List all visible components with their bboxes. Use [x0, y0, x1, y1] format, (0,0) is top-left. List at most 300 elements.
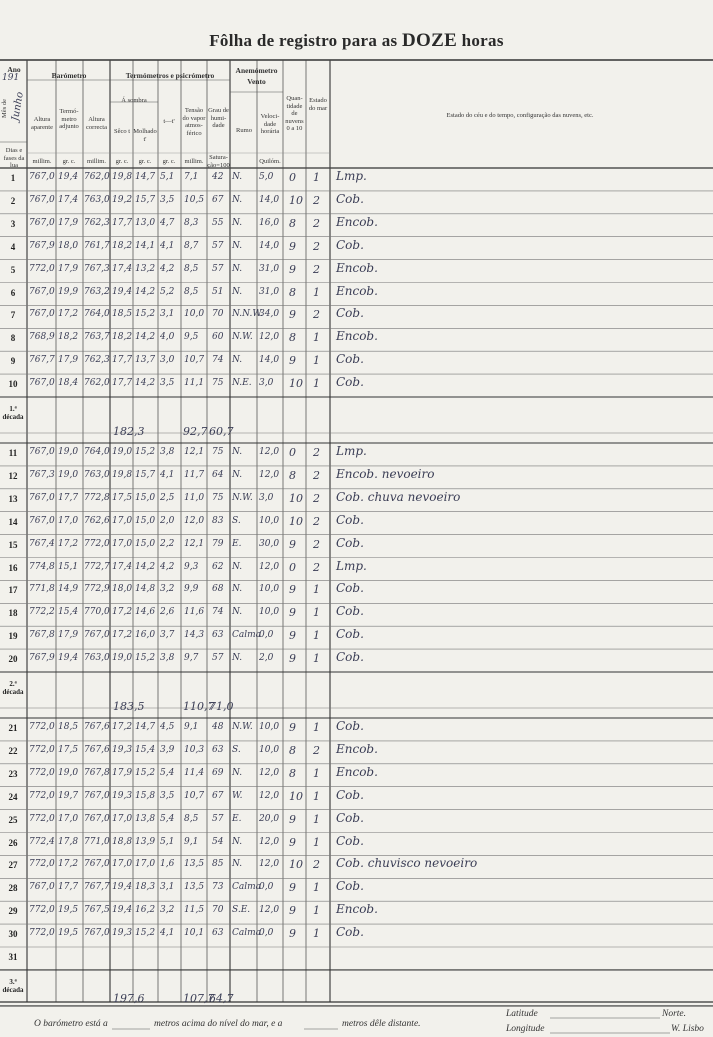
cell-altura-aparente: 767,8	[29, 630, 55, 641]
cell-altura-aparente: 767,0	[29, 217, 55, 228]
day-number: 2	[10, 195, 16, 206]
unit-millim-1: millim.	[32, 158, 52, 165]
cell-molhado: 15,2	[135, 447, 156, 457]
cell-molhado: 15,4	[135, 744, 156, 755]
altura-aparente-label: Altura aparente	[30, 116, 53, 131]
cell-molhado: 15,2	[135, 653, 156, 664]
cell-termometro-adjunto: 17,9	[58, 630, 79, 641]
day-number: 25	[8, 814, 18, 825]
cell-grau: 62	[212, 561, 224, 572]
day-number: 21	[8, 723, 18, 733]
cell-altura-correcta: 763,0	[84, 469, 110, 480]
cell-rumo: Calma	[232, 630, 262, 641]
cell-estado-ceu: Cob.	[336, 306, 364, 321]
cell-altura-correcta: 763,7	[84, 332, 110, 343]
cell-estado-ceu: Cob. chuva nevoeiro	[336, 489, 461, 504]
cell-molhado: 14,2	[135, 378, 156, 389]
cell-altura-aparente: 772,0	[29, 767, 55, 778]
cell-nuvens: 9	[289, 262, 296, 276]
seco-label: Sêco t	[113, 128, 131, 135]
day-number: 20	[8, 654, 18, 665]
cell-estado-ceu: Encob.	[336, 283, 378, 298]
cell-nuvens: 0	[289, 560, 296, 574]
cell-termometro-adjunto: 17,7	[58, 882, 79, 893]
cell-estado-ceu: Cob.	[336, 879, 364, 894]
cell-estado-ceu: Cob.	[336, 191, 364, 206]
unit-grc-1: gr. c.	[62, 158, 76, 165]
cell-altura-correcta: 762,0	[84, 172, 110, 182]
cell-estado-mar: 1	[313, 629, 320, 643]
cell-tensao: 10,0	[184, 309, 205, 320]
decade-label: 2.ª década	[2, 680, 24, 696]
day-number: 28	[8, 883, 18, 894]
cell-rumo: N.	[232, 767, 243, 778]
day-number: 4	[10, 241, 16, 252]
estado-ceu-label: Estado do céu e do tempo, configuração das nuvens, etc.	[446, 112, 594, 119]
cell-estado-mar: 2	[313, 262, 320, 276]
cell-tensao: 8,7	[184, 240, 199, 251]
cell-altura-aparente: 768,9	[29, 332, 55, 343]
cell-seco: 19,4	[112, 905, 133, 916]
day-number: 29	[8, 906, 18, 917]
cell-rumo: E.	[232, 538, 242, 549]
cell-termometro-adjunto: 17,5	[58, 744, 79, 755]
cell-diferenca: 4,0	[160, 332, 175, 343]
cell-grau: 48	[212, 722, 224, 732]
cell-seco: 18,2	[112, 240, 133, 251]
cell-estado-mar: 1	[313, 583, 320, 597]
cell-termometro-adjunto: 19,0	[58, 469, 79, 480]
cell-diferenca: 2,5	[160, 492, 175, 503]
cell-estado-mar: 2	[313, 858, 320, 872]
cell-estado-mar: 1	[313, 377, 320, 391]
cell-seco: 19,0	[112, 653, 133, 664]
cell-altura-aparente: 772,4	[29, 836, 55, 847]
cell-nuvens: 9	[289, 652, 296, 666]
day-number: 17	[8, 585, 18, 596]
cell-diferenca: 3,5	[160, 790, 175, 801]
cell-velocidade: 3,0	[259, 492, 274, 503]
cell-altura-aparente: 772,2	[29, 607, 55, 618]
decade-grau-sum: 71,0	[209, 700, 234, 713]
cell-termometro-adjunto: 15,1	[58, 561, 79, 572]
cell-grau: 51	[212, 286, 224, 297]
cell-diferenca: 5,1	[160, 836, 175, 847]
cell-molhado: 13,7	[135, 355, 156, 366]
cell-seco: 18,5	[112, 309, 133, 320]
cell-diferenca: 3,7	[160, 630, 175, 641]
cell-velocidade: 0,0	[259, 882, 274, 893]
cell-diferenca: 4,5	[160, 722, 175, 732]
cell-diferenca: 5,1	[160, 172, 175, 182]
day-number: 14	[8, 516, 18, 527]
day-number: 15	[8, 539, 18, 550]
cell-velocidade: 12,0	[259, 790, 280, 801]
day-number: 9	[10, 356, 16, 367]
cell-estado-mar: 1	[313, 354, 320, 368]
decade-seco-sum: 183,5	[113, 700, 145, 713]
cell-nuvens: 9	[289, 835, 296, 849]
cell-tensao: 11,6	[184, 607, 205, 618]
cell-nuvens: 8	[289, 331, 296, 345]
cell-diferenca: 4,1	[160, 240, 175, 251]
day-number: 5	[10, 264, 16, 275]
footer-longitude: Longitude	[506, 1024, 545, 1034]
cell-seco: 18,8	[112, 836, 133, 847]
cell-altura-aparente: 772,0	[29, 859, 55, 870]
cell-diferenca: 3,2	[160, 905, 175, 916]
cell-tensao: 8,5	[184, 813, 199, 824]
cell-estado-mar: 2	[313, 743, 320, 757]
cell-velocidade: 12,0	[259, 905, 280, 916]
cell-rumo: N.	[232, 584, 243, 595]
cell-rumo: S.E.	[232, 905, 251, 916]
cell-nuvens: 8	[289, 216, 296, 230]
cell-estado-ceu: Cob.	[336, 787, 364, 802]
cell-diferenca: 3,5	[160, 378, 175, 389]
cell-termometro-adjunto: 17,0	[58, 515, 79, 526]
cell-estado-ceu: Cob.	[336, 627, 364, 642]
cell-molhado: 17,0	[135, 859, 156, 870]
cell-rumo: N.	[232, 355, 243, 366]
day-number: 24	[8, 791, 18, 802]
cell-velocidade: 31,0	[259, 263, 280, 274]
cell-estado-ceu: Cob.	[336, 650, 364, 665]
cell-diferenca: 3,1	[160, 309, 175, 320]
cell-tensao: 12,0	[184, 515, 205, 526]
cell-altura-correcta: 761,7	[84, 240, 110, 251]
cell-velocidade: 31,0	[259, 286, 280, 297]
cell-rumo: N.E.	[232, 378, 252, 389]
cell-altura-correcta: 762,3	[84, 217, 110, 228]
cell-estado-ceu: Cob. chuvisco nevoeiro	[336, 856, 478, 871]
cell-altura-correcta: 767,0	[84, 790, 110, 801]
cell-grau: 70	[212, 309, 224, 320]
cell-molhado: 14,6	[135, 607, 156, 618]
cell-rumo: N.	[232, 836, 243, 847]
cell-velocidade: 12,0	[259, 561, 280, 572]
cell-nuvens: 10	[289, 193, 303, 207]
decade-tensao-sum: 92,7	[183, 425, 208, 438]
cell-velocidade: 12,0	[259, 332, 280, 343]
cell-tensao: 9,1	[184, 722, 199, 732]
cell-grau: 63	[212, 630, 224, 641]
cell-grau: 54	[212, 836, 224, 847]
cell-altura-aparente: 772,0	[29, 813, 55, 824]
cell-rumo: N.	[232, 561, 243, 572]
cell-diferenca: 3,0	[160, 355, 175, 366]
cell-molhado: 14,2	[135, 286, 156, 297]
cell-rumo: E.	[232, 813, 242, 824]
cell-seco: 19,8	[112, 172, 133, 182]
cell-rumo: N.	[232, 240, 243, 251]
cell-velocidade: 10,0	[259, 515, 280, 526]
cell-nuvens: 9	[289, 537, 296, 551]
cell-nuvens: 9	[289, 812, 296, 826]
footer-metros2: metros dêle distante.	[342, 1019, 421, 1029]
cell-termometro-adjunto: 18,4	[58, 378, 79, 389]
cell-termometro-adjunto: 18,5	[58, 722, 79, 732]
mes-value: Junho	[10, 91, 26, 122]
cell-seco: 18,2	[112, 332, 133, 343]
cell-termometro-adjunto: 19,4	[58, 653, 79, 664]
cell-grau: 57	[212, 813, 224, 824]
cell-rumo: S.	[232, 515, 241, 526]
decade-tensao-sum: 110,7	[183, 700, 215, 713]
cell-altura-aparente: 767,9	[29, 653, 55, 664]
day-number: 26	[8, 837, 18, 848]
cell-estado-mar: 1	[313, 331, 320, 345]
cell-altura-correcta: 771,0	[84, 836, 110, 847]
cell-molhado: 15,0	[135, 492, 156, 503]
cell-tensao: 8,5	[184, 286, 199, 297]
cell-tensao: 13,5	[184, 882, 205, 893]
cell-grau: 63	[212, 928, 224, 939]
cell-nuvens: 10	[289, 491, 303, 505]
cell-molhado: 15,2	[135, 928, 156, 939]
cell-termometro-adjunto: 17,4	[58, 194, 79, 205]
cell-altura-aparente: 767,0	[29, 194, 55, 205]
cell-nuvens: 9	[289, 239, 296, 253]
day-number: 10	[8, 379, 18, 390]
cell-altura-correcta: 767,6	[84, 722, 110, 732]
cell-nuvens: 9	[289, 583, 296, 597]
cell-velocidade: 5,0	[259, 172, 274, 182]
cell-termometro-adjunto: 19,4	[58, 172, 79, 182]
cell-termometro-adjunto: 18,2	[58, 332, 79, 343]
cell-estado-mar: 1	[313, 652, 320, 666]
cell-velocidade: 0,0	[259, 928, 274, 939]
cell-estado-ceu: Cob.	[336, 581, 364, 596]
cell-estado-ceu: Cob.	[336, 512, 364, 527]
page-title: Fôlha de registro para as DOZE horas	[209, 30, 504, 51]
cell-estado-mar: 1	[313, 721, 320, 734]
day-number: 22	[8, 745, 18, 756]
cell-altura-aparente: 772,0	[29, 905, 55, 916]
cell-altura-correcta: 767,5	[84, 905, 110, 916]
cell-estado-mar: 2	[313, 239, 320, 253]
cell-grau: 67	[212, 790, 224, 801]
cell-nuvens: 9	[289, 308, 296, 322]
cell-estado-ceu: Cob.	[336, 352, 364, 367]
cell-grau: 55	[212, 217, 224, 228]
cell-rumo: N.	[232, 286, 243, 297]
cell-molhado: 16,2	[135, 905, 156, 916]
cell-altura-correcta: 767,0	[84, 813, 110, 824]
decade-grau-sum: 60,7	[209, 425, 234, 438]
cell-velocidade: 14,0	[259, 355, 280, 366]
cell-altura-aparente: 771,8	[29, 584, 55, 595]
cell-velocidade: 20,0	[259, 813, 280, 824]
cell-velocidade: 10,0	[259, 744, 280, 755]
cell-grau: 73	[212, 882, 224, 893]
cell-velocidade: 34,0	[259, 309, 280, 320]
cell-diferenca: 2,2	[160, 538, 175, 549]
cell-estado-ceu: Cob.	[336, 604, 364, 619]
cell-altura-aparente: 772,0	[29, 790, 55, 801]
day-number: 27	[8, 860, 18, 871]
cell-seco: 17,9	[112, 767, 133, 778]
unit-grc-4: gr. c.	[162, 158, 176, 165]
cell-seco: 17,7	[112, 355, 133, 366]
cell-estado-mar: 1	[313, 606, 320, 620]
cell-diferenca: 5,4	[160, 813, 175, 824]
cell-nuvens: 9	[289, 606, 296, 620]
cell-estado-ceu: Cob.	[336, 833, 364, 848]
cell-seco: 17,5	[112, 492, 133, 503]
cell-tensao: 11,5	[184, 905, 205, 916]
cell-seco: 17,2	[112, 630, 133, 641]
cell-altura-correcta: 770,0	[84, 607, 110, 618]
ano-label: Ano	[7, 65, 21, 74]
footer-lisboa: W. Lisbo	[671, 1024, 704, 1034]
cell-velocidade: 16,0	[259, 217, 280, 228]
cell-rumo: N.N.W.	[232, 309, 263, 320]
day-number: 7	[10, 310, 16, 321]
cell-seco: 17,7	[112, 217, 133, 228]
decade-seco-sum: 197,6	[113, 991, 145, 1005]
cell-nuvens: 9	[289, 354, 296, 368]
cell-seco: 19,3	[112, 790, 133, 801]
cell-altura-correcta: 762,0	[84, 378, 110, 389]
cell-termometro-adjunto: 17,0	[58, 813, 79, 824]
cell-grau: 57	[212, 263, 224, 274]
cell-estado-ceu: Cob.	[336, 719, 364, 733]
cell-diferenca: 4,1	[160, 928, 175, 939]
cell-tensao: 13,5	[184, 859, 205, 870]
estado-mar-label: Estado do mar	[308, 97, 328, 112]
cell-altura-aparente: 767,0	[29, 515, 55, 526]
cell-estado-mar: 2	[313, 193, 320, 207]
cell-grau: 68	[212, 584, 224, 595]
footer-norte: Norte.	[662, 1009, 687, 1019]
cell-seco: 17,0	[112, 515, 133, 526]
cell-tensao: 10,1	[184, 928, 205, 939]
cell-seco: 19,4	[112, 286, 133, 297]
cell-altura-aparente: 767,0	[29, 309, 55, 320]
cell-tensao: 7,1	[184, 172, 199, 182]
cell-nuvens: 9	[289, 629, 296, 643]
cell-grau: 67	[212, 194, 224, 205]
cell-estado-ceu: Lmp.	[336, 558, 367, 573]
cell-estado-mar: 1	[313, 904, 320, 918]
cell-termometro-adjunto: 17,2	[58, 538, 79, 549]
cell-tensao: 12,1	[184, 447, 205, 457]
cell-grau: 60	[212, 332, 224, 343]
cell-diferenca: 3,8	[160, 653, 175, 664]
cell-estado-mar: 1	[313, 285, 320, 299]
cell-nuvens: 8	[289, 468, 296, 482]
cell-tensao: 11,7	[184, 469, 205, 480]
cell-estado-ceu: Lmp.	[336, 169, 367, 183]
cell-estado-mar: 2	[313, 216, 320, 230]
cell-termometro-adjunto: 17,9	[58, 263, 79, 274]
cell-grau: 74	[212, 607, 224, 618]
cell-estado-ceu: Encob. nevoeiro	[336, 466, 435, 481]
cell-nuvens: 10	[289, 789, 303, 803]
cell-molhado: 15,7	[135, 469, 156, 480]
cell-rumo: N.	[232, 194, 243, 205]
cell-altura-correcta: 767,8	[84, 767, 110, 778]
cell-velocidade: 10,0	[259, 584, 280, 595]
cell-altura-correcta: 763,0	[84, 653, 110, 664]
cell-estado-ceu: Encob.	[336, 741, 378, 756]
day-number: 11	[8, 448, 18, 458]
cell-tensao: 10,7	[184, 355, 205, 366]
cell-termometro-adjunto: 17,7	[58, 492, 79, 503]
decade-label: 3.ª década	[2, 977, 24, 994]
cell-diferenca: 4,1	[160, 469, 175, 480]
cell-estado-mar: 1	[313, 881, 320, 895]
cell-velocidade: 3,0	[259, 378, 274, 389]
cell-velocidade: 12,0	[259, 836, 280, 847]
cell-velocidade: 30,0	[259, 538, 280, 549]
cell-altura-aparente: 772,0	[29, 263, 55, 274]
cell-tensao: 8,5	[184, 263, 199, 274]
cell-velocidade: 10,0	[259, 722, 280, 732]
cell-seco: 18,0	[112, 584, 133, 595]
day-number: 16	[8, 562, 18, 573]
cell-estado-ceu: Encob.	[336, 764, 378, 779]
cell-estado-mar: 1	[313, 927, 320, 941]
day-number: 8	[10, 333, 16, 344]
cell-altura-aparente: 767,0	[29, 492, 55, 503]
cell-termometro-adjunto: 15,4	[58, 607, 79, 618]
cell-estado-mar: 1	[313, 171, 320, 184]
vento-label: Vento	[247, 77, 266, 86]
cell-altura-correcta: 772,7	[84, 561, 110, 572]
cell-rumo: N.	[232, 653, 243, 664]
cell-grau: 42	[212, 172, 224, 182]
cell-velocidade: 14,0	[259, 194, 280, 205]
cell-rumo: N.W.	[232, 492, 253, 503]
cell-molhado: 15,8	[135, 790, 156, 801]
cell-rumo: N.	[232, 263, 243, 274]
cell-nuvens: 10	[289, 858, 303, 872]
cell-molhado: 14,7	[135, 722, 156, 732]
cell-molhado: 16,0	[135, 630, 156, 641]
cell-diferenca: 1,6	[160, 859, 175, 870]
cell-termometro-adjunto: 19,5	[58, 905, 79, 916]
cell-nuvens: 8	[289, 285, 296, 299]
cell-velocidade: 0,0	[259, 630, 274, 641]
cell-grau: 83	[212, 515, 224, 526]
day-number: 12	[8, 470, 18, 481]
cell-velocidade: 12,0	[259, 859, 280, 870]
cell-velocidade: 12,0	[259, 767, 280, 778]
cell-estado-ceu: Encob.	[336, 902, 378, 917]
rumo-label: Rumo	[236, 127, 252, 134]
day-number: 23	[8, 768, 18, 779]
day-number: 6	[10, 287, 16, 298]
decade-grau-sum: 64,7	[209, 991, 234, 1005]
cell-tensao: 11,1	[184, 378, 205, 389]
cell-estado-ceu: Cob.	[336, 375, 364, 390]
cell-velocidade: 12,0	[259, 447, 280, 457]
cell-rumo: Calma	[232, 928, 262, 939]
cell-tensao: 11,0	[184, 492, 205, 503]
cell-nuvens: 0	[289, 171, 296, 184]
cell-seco: 17,0	[112, 538, 133, 549]
decade-seco-sum: 182,3	[113, 425, 145, 438]
cell-altura-correcta: 763,2	[84, 286, 110, 297]
cell-molhado: 13,8	[135, 813, 156, 824]
cell-estado-mar: 2	[313, 560, 320, 574]
cell-rumo: Calma	[232, 882, 262, 893]
cell-rumo: W.	[232, 790, 243, 801]
cell-seco: 17,7	[112, 378, 133, 389]
cell-tensao: 9,3	[184, 561, 199, 572]
